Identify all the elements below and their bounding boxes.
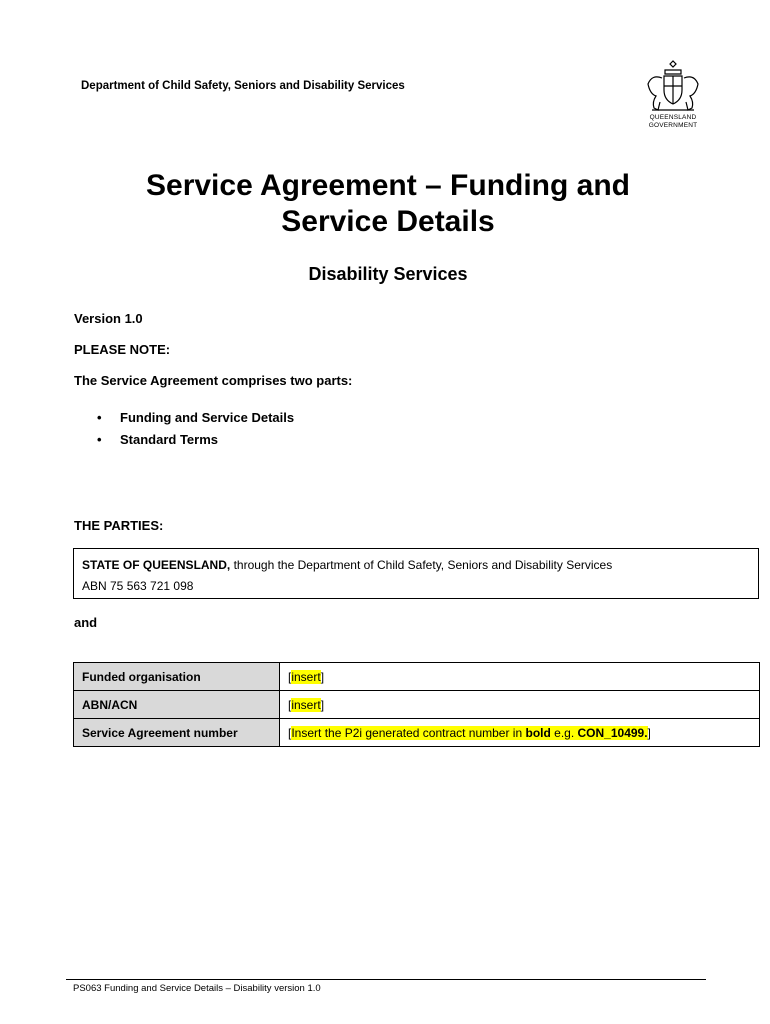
- state-party-name: STATE OF QUEENSLAND,: [82, 558, 231, 572]
- state-party-line: [82, 558, 612, 572]
- table-row: [74, 719, 760, 747]
- state-party-description: through the Department of Child Safety, Seniors and Disability Services: [230, 558, 613, 572]
- row-label: ABN/ACN: [74, 691, 280, 719]
- bullet-symbol: •: [97, 410, 102, 425]
- list-item: [97, 410, 294, 425]
- list-item-label: Standard Terms: [120, 432, 219, 447]
- funded-organisation-field[interactable]: [insert]: [280, 663, 760, 691]
- footer-divider: [66, 979, 706, 980]
- bullet-symbol: •: [97, 432, 102, 447]
- placeholder-insert: insert: [291, 669, 321, 684]
- instruction-text-2: e.g.: [550, 725, 578, 740]
- state-party-abn: ABN 75 563 721 098: [82, 579, 194, 593]
- version-label: Version 1.0: [74, 311, 143, 326]
- row-label: Funded organisation: [74, 663, 280, 691]
- title-line1: Service Agreement – Funding and: [146, 169, 630, 202]
- abn-acn-field[interactable]: [insert]: [280, 691, 760, 719]
- document-subtitle: Disability Services: [308, 264, 468, 284]
- instruction-example: CON_10499.: [577, 725, 648, 740]
- instruction-text: Insert the P2i generated contract number in: [291, 725, 526, 740]
- document-title: [0, 168, 770, 240]
- footer-text: PS063 Funding and Service Details – Disability version 1.0: [73, 983, 321, 994]
- list-item: [97, 432, 218, 447]
- placeholder-insert: insert: [291, 697, 321, 712]
- parties-heading: THE PARTIES:: [74, 518, 164, 533]
- intro-text: The Service Agreement comprises two parts:: [74, 373, 353, 388]
- funded-organisation-table: [73, 662, 760, 747]
- logo-text-line2: GOVERNMENT: [648, 121, 698, 129]
- please-note-heading: PLEASE NOTE:: [74, 342, 171, 357]
- state-party-box: [73, 548, 759, 599]
- instruction-bold: bold: [525, 725, 551, 740]
- row-label: Service Agreement number: [74, 719, 280, 747]
- department-name: Department of Child Safety, Seniors and Disability Services: [81, 80, 405, 92]
- service-agreement-number-field[interactable]: [Insert the P2i generated contract number in bold e.g. CON_10499.]: [280, 719, 760, 747]
- logo-text-line1: QUEENSLAND: [649, 114, 697, 121]
- title-line2: Service Details: [281, 205, 495, 238]
- table-row: [74, 691, 760, 719]
- placeholder-instruction: [291, 726, 647, 740]
- queensland-government-logo-text: [640, 114, 706, 129]
- list-item-label: Funding and Service Details: [120, 410, 295, 425]
- table-row: [74, 663, 760, 691]
- and-text: and: [74, 615, 98, 630]
